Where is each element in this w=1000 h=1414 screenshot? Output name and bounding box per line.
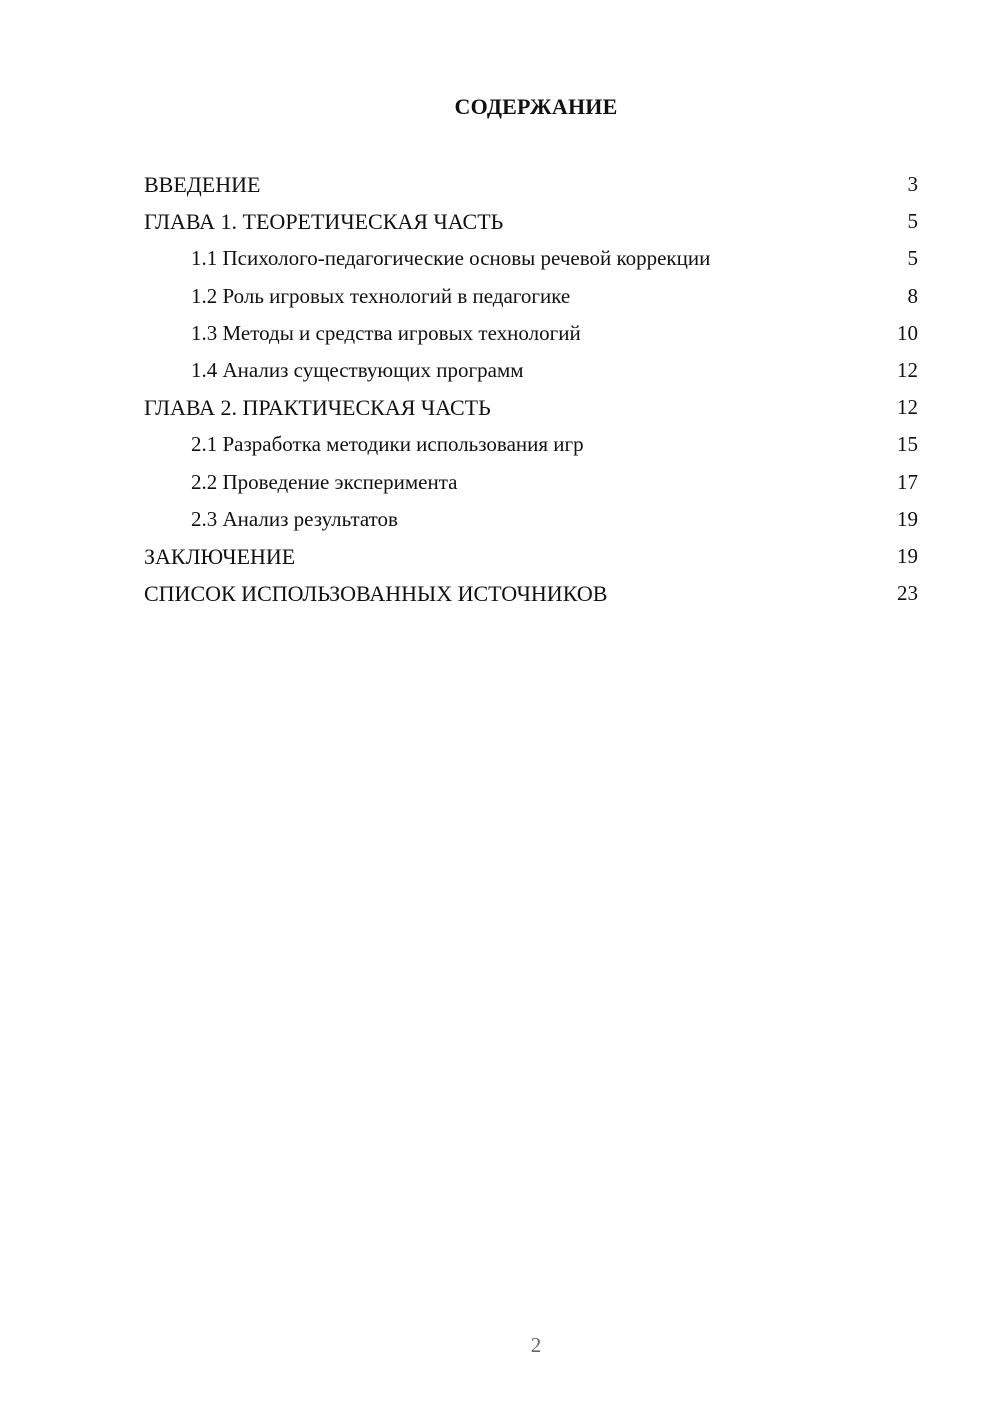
toc-entry-section-1-1[interactable] — [144, 240, 920, 277]
toc-entry-page: 8 — [907, 283, 918, 308]
toc-entry-conclusion[interactable] — [144, 538, 920, 575]
toc-entry-page: 15 — [897, 432, 918, 457]
toc-entry-introduction[interactable] — [144, 166, 920, 203]
toc-entry-label: ГЛАВА 1. ТЕОРЕТИЧЕСКАЯ ЧАСТЬ — [144, 209, 504, 235]
toc-entry-page: 17 — [897, 469, 918, 494]
toc-entry-section-2-3[interactable] — [144, 501, 920, 538]
toc-entry-section-2-1[interactable] — [144, 426, 920, 463]
toc-entry-label: ВВЕДЕНИЕ — [144, 172, 261, 197]
toc-entry-label: ЗАКЛЮЧЕНИЕ — [144, 543, 296, 569]
toc-entry-page: 19 — [897, 543, 918, 568]
table-of-contents — [144, 166, 920, 612]
toc-entry-section-2-2[interactable] — [144, 464, 920, 501]
toc-entry-page: 23 — [897, 581, 918, 606]
toc-entry-label: 2.1 Разработка методики использования игр — [191, 432, 584, 457]
page-number: 2 — [530, 1333, 542, 1357]
toc-entry-section-1-3[interactable] — [144, 315, 920, 352]
toc-entry-chapter-2[interactable] — [144, 389, 920, 426]
toc-entry-references[interactable] — [144, 575, 920, 612]
toc-entry-section-1-2[interactable] — [144, 278, 920, 315]
toc-entry-label: СПИСОК ИСПОЛЬЗОВАННЫХ ИСТОЧНИКОВ — [144, 581, 608, 607]
toc-entry-page: 5 — [907, 209, 918, 234]
toc-entry-page: 5 — [907, 246, 918, 271]
toc-entry-label: 1.1 Психолого-педагогические основы речевой коррекции — [191, 246, 711, 271]
toc-entry-label: 2.2 Проведение эксперимента — [191, 469, 458, 494]
toc-entry-page: 19 — [897, 506, 918, 531]
toc-entry-label: ГЛАВА 2. ПРАКТИЧЕСКАЯ ЧАСТЬ — [144, 395, 491, 421]
toc-entry-section-1-4[interactable] — [144, 352, 920, 389]
toc-entry-page: 12 — [897, 357, 918, 382]
toc-entry-label: 1.2 Роль игровых технологий в педагогике — [191, 283, 571, 308]
toc-entry-page: 12 — [897, 395, 918, 420]
toc-entry-label: 1.3 Методы и средства игровых технологий — [191, 320, 581, 345]
toc-entry-chapter-1[interactable] — [144, 203, 920, 240]
toc-entry-page: 3 — [907, 172, 918, 196]
toc-entry-label: 1.4 Анализ существующих программ — [191, 357, 524, 382]
toc-entry-page: 10 — [897, 320, 918, 345]
page-title: СОДЕРЖАНИЕ — [454, 94, 618, 119]
toc-entry-label: 2.3 Анализ результатов — [191, 506, 398, 531]
